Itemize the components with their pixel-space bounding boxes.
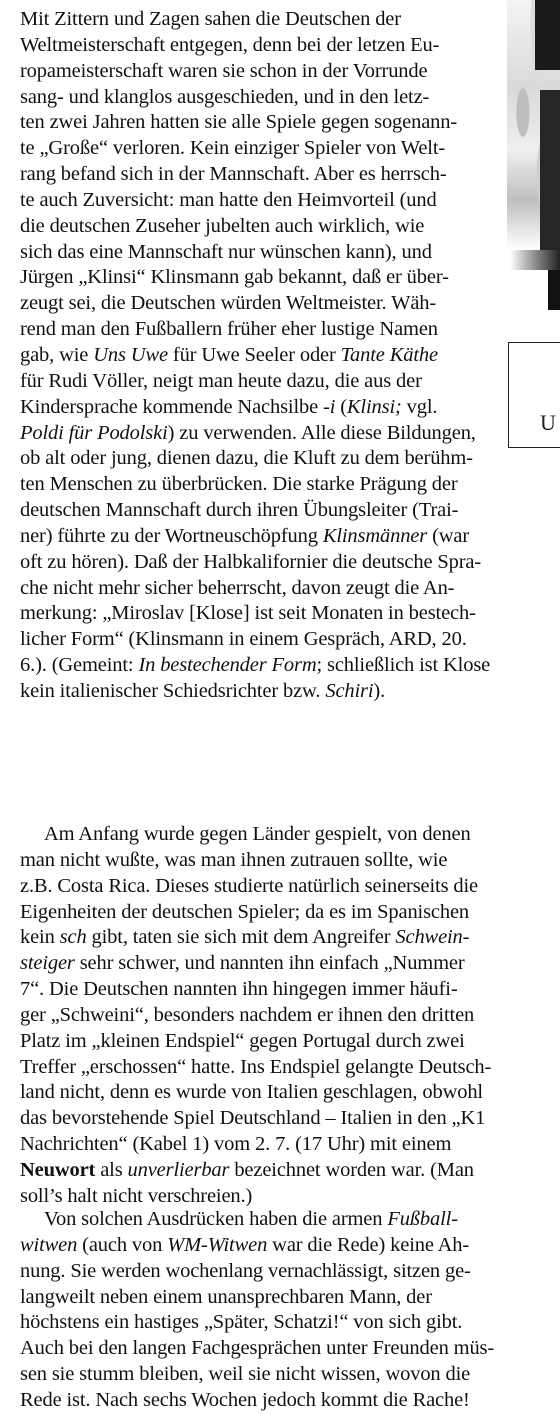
text-line: Jürgen „Klinsi“ Klinsmann gab bekannt, daß er über-	[20, 266, 449, 289]
text-line	[20, 951, 532, 977]
text-line: ger „Schweini“, besonders nachdem er ihnen den dritten	[20, 1003, 475, 1026]
italic-term: Klinsi;	[346, 395, 402, 418]
text-line: höchstens ein hastiges „Später, Schatzi!“ von sich gibt.	[20, 1311, 463, 1334]
italic-term: Uns Uwe	[93, 343, 168, 366]
text-line: für Rudi Völler, neigt man heute dazu, die aus der	[20, 369, 422, 392]
text-line	[20, 925, 532, 951]
text-line: langweilt neben einem unansprechbaren Mann, der	[20, 1285, 432, 1308]
text-line: Rede ist. Nach sechs Wochen jedoch kommt die Rache!	[20, 1388, 470, 1411]
text-line: deutschen Mannschaft durch ihren Übungsleiter (Trai-	[20, 499, 459, 522]
italic-term: Poldi für Podolski	[20, 421, 168, 444]
text-run: ) zu verwenden. Alle diese Bildungen,	[167, 421, 476, 444]
text-line: Weltmeisterschaft entgegen, denn bei der letzen Eu-	[20, 33, 440, 56]
text-line: sen sie stumm bleiben, weil sie nicht wissen, wovon die	[20, 1363, 471, 1386]
italic-term: Fußball-	[387, 1208, 458, 1230]
text-line	[20, 524, 532, 550]
text-line	[20, 1158, 532, 1184]
text-line	[20, 679, 532, 705]
italic-term: Tante Käthe	[340, 343, 438, 366]
text-line	[20, 421, 532, 447]
text-line: z.B. Costa Rica. Dieses studierte natürlich seinerseits die	[20, 874, 478, 897]
text-line: Auch bei den langen Fachgesprächen unter Freunden müs-	[20, 1337, 495, 1360]
bold-term: Neuwort	[20, 1158, 96, 1181]
text-line	[20, 653, 532, 679]
text-line: Treffer „erschossen“ hatte. Ins Endspiel gelangte Deutsch-	[20, 1055, 492, 1078]
cropped-photo-shadow	[535, 0, 560, 70]
text-line	[20, 395, 532, 421]
italic-term: steiger	[20, 952, 75, 975]
text-line: soll’s halt nicht verschreien.)	[20, 1184, 253, 1207]
text-line: man nicht wußte, was man ihnen zutrauen sollte, wie	[20, 848, 448, 871]
text-line: che nicht mehr sicher beherrscht, davon zeugt die An-	[20, 576, 455, 599]
italic-term: -i	[323, 395, 336, 418]
text-run: (war	[427, 524, 470, 547]
text-line: Eigenheiten der deutschen Spieler; da es im Spanischen	[20, 900, 470, 923]
cropped-photo-shadow	[548, 270, 560, 310]
text-run: kein	[20, 926, 60, 949]
text-run: kein italienischer Schiedsrichter bzw.	[20, 679, 326, 702]
text-line: te „Große“ verloren. Kein einziger Spieler von Welt-	[20, 137, 446, 160]
text-line: rang befand sich in der Mannschaft. Aber es herrsch-	[20, 163, 447, 186]
text-line: te auch Zuversicht: man hatte den Heimvorteil (und	[20, 188, 437, 211]
cropped-photo-shadow	[540, 90, 560, 270]
text-line	[20, 1207, 532, 1233]
text-line: Nachrichten“ (Kabel 1) vom 2. 7. (17 Uhr) mit einem	[20, 1133, 452, 1156]
text-run: ; schließlich ist Klose	[316, 654, 491, 677]
italic-term: Schwein-	[395, 926, 470, 949]
text-run: für Uwe Seeler oder	[167, 343, 341, 366]
text-line: das bevorstehende Spiel Deutschland – Italien in den „K1	[20, 1107, 486, 1130]
paragraph-3	[20, 1207, 532, 1414]
text-line: ten zwei Jahren hatten sie alle Spiele gegen sogenann-	[20, 111, 458, 134]
text-run: Von solchen Ausdrücken haben die armen	[44, 1208, 388, 1230]
text-line: Platz im „kleinen Endspiel“ gegen Portugal durch zwei	[20, 1029, 465, 1052]
text-line	[20, 343, 532, 369]
text-line: ten Menschen zu überbrücken. Die starke Prägung der	[20, 473, 458, 496]
italic-term: sch	[59, 926, 87, 949]
text-run: war die Rede) keine Ah-	[267, 1233, 470, 1256]
text-line: licher Form“ (Klinsmann in einem Gespräch, ARD, 20.	[20, 628, 467, 651]
text-run: 6.). (Gemeint:	[20, 654, 139, 677]
text-line: Mit Zittern und Zagen sahen die Deutschen der	[20, 8, 401, 30]
text-run: (auch von	[77, 1233, 168, 1256]
text-run: vgl.	[401, 395, 438, 418]
margin-fragment-text: U	[540, 410, 556, 435]
text-line: ropameisterschaft waren sie schon in der Vorrunde	[20, 59, 428, 82]
text-line: zeugt sei, die Deutschen würden Weltmeister. Wäh-	[20, 292, 437, 315]
text-run: als	[95, 1158, 128, 1181]
text-line: sang- und klanglos ausgeschieden, und in den letz-	[20, 85, 430, 108]
text-run: ner) führte zu der Wortneuschöpfung	[20, 524, 323, 547]
text-run: gab, wie	[20, 343, 94, 366]
text-run: Kindersprache kommende Nachsilbe	[20, 395, 324, 418]
paragraph-2	[20, 822, 532, 1210]
text-run: gibt, taten sie sich mit dem Angreifer	[86, 926, 396, 949]
text-line: merkung: „Miroslav [Klose] ist seit Monaten in bestech-	[20, 602, 476, 625]
text-line: ob alt oder jung, dienen dazu, die Kluft zu dem berühm-	[20, 447, 473, 470]
text-line: Am Anfang wurde gegen Länder gespielt, von denen	[44, 823, 471, 845]
italic-term: WM-Witwen	[167, 1233, 268, 1256]
text-line: die deutschen Zuseher jubelten auch wirklich, wie	[20, 214, 425, 237]
text-run: bezeichnet worden war. (Man	[229, 1158, 474, 1181]
text-line	[20, 1233, 532, 1259]
italic-term: Schiri	[325, 679, 374, 702]
italic-term: Klinsmänner	[322, 524, 428, 547]
text-line: sich das eine Mannschaft nur wünschen kann), und	[20, 240, 432, 263]
paragraph-1	[20, 7, 532, 705]
italic-term: In bestechender Form	[138, 654, 317, 677]
text-run: (	[335, 395, 347, 418]
text-line: 7“. Die Deutschen nannten ihn hingegen immer häufi-	[20, 978, 458, 1001]
text-line: land nicht, denn es wurde von Italien geschlagen, obwohl	[20, 1081, 483, 1104]
text-run: sehr schwer, und nannten ihn einfach „Nummer	[74, 952, 465, 975]
text-line: nung. Sie werden wochenlang vernachlässigt, sitzen ge-	[20, 1259, 471, 1282]
italic-term: unverlierbar	[127, 1158, 230, 1181]
text-line: oft zu hören). Daß der Halbkalifornier die deutsche Spra-	[20, 550, 482, 573]
text-line: rend man den Fußballern früher eher lustige Namen	[20, 318, 438, 341]
text-run: ).	[373, 679, 386, 702]
italic-term: witwen	[20, 1233, 78, 1256]
